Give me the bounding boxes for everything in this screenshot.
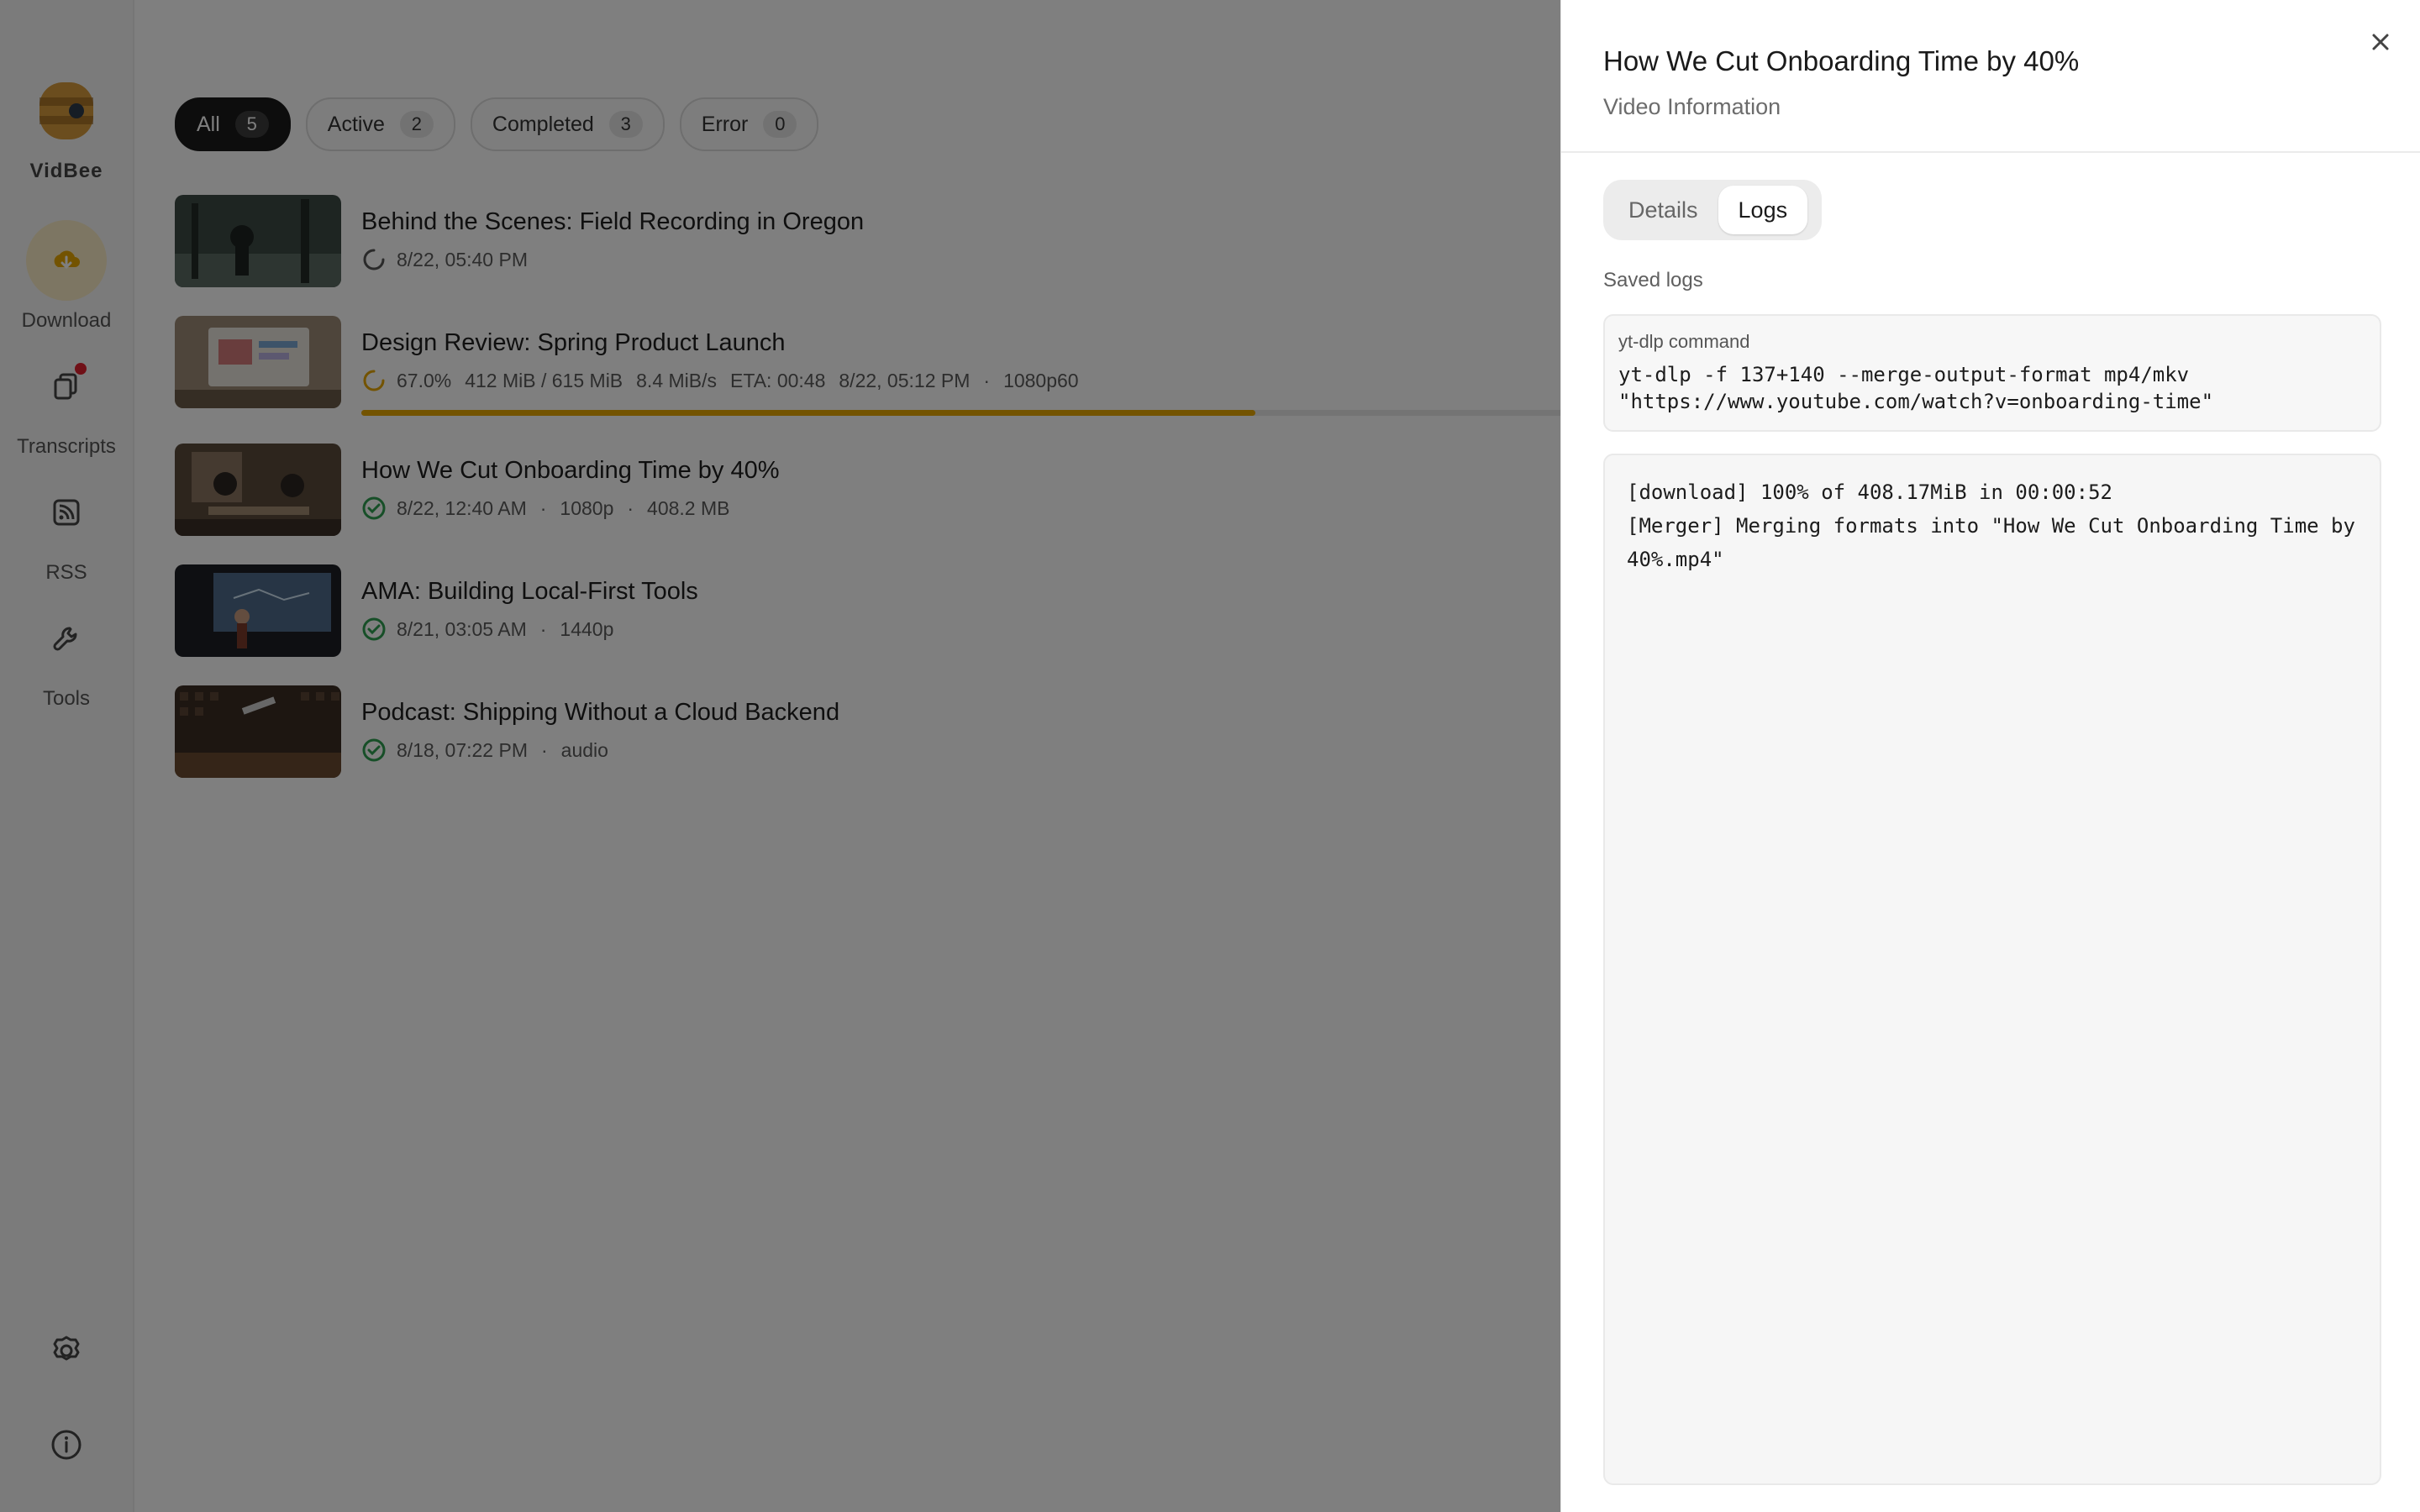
command-text[interactable]: yt-dlp -f 137+140 --merge-output-format mp4/mkv "https://www.youtube.com/watch?v=onboarding-time" bbox=[1618, 363, 2214, 413]
command-box bbox=[1603, 314, 2381, 432]
drawer-subtitle: Video Information bbox=[1603, 94, 1781, 119]
video-info-drawer bbox=[1560, 0, 2420, 1512]
drawer-title: How We Cut Onboarding Time by 40% bbox=[1603, 45, 2080, 76]
tab-logs[interactable]: Logs bbox=[1718, 186, 1808, 234]
log-line: [Merger] Merging formats into "How We Cut Onboarding Time by 40%.mp4" bbox=[1627, 514, 2368, 571]
log-line: [download] 100% of 408.17MiB in 00:00:52 bbox=[1627, 480, 2112, 504]
saved-logs-label: Saved logs bbox=[1603, 269, 1703, 291]
tab-details[interactable]: Details bbox=[1628, 197, 1698, 223]
drawer-tabs bbox=[1603, 180, 1822, 240]
close-icon[interactable] bbox=[2364, 25, 2397, 59]
command-label: yt-dlp command bbox=[1618, 331, 1750, 352]
divider bbox=[1561, 151, 2420, 153]
log-output[interactable] bbox=[1603, 454, 2381, 1485]
